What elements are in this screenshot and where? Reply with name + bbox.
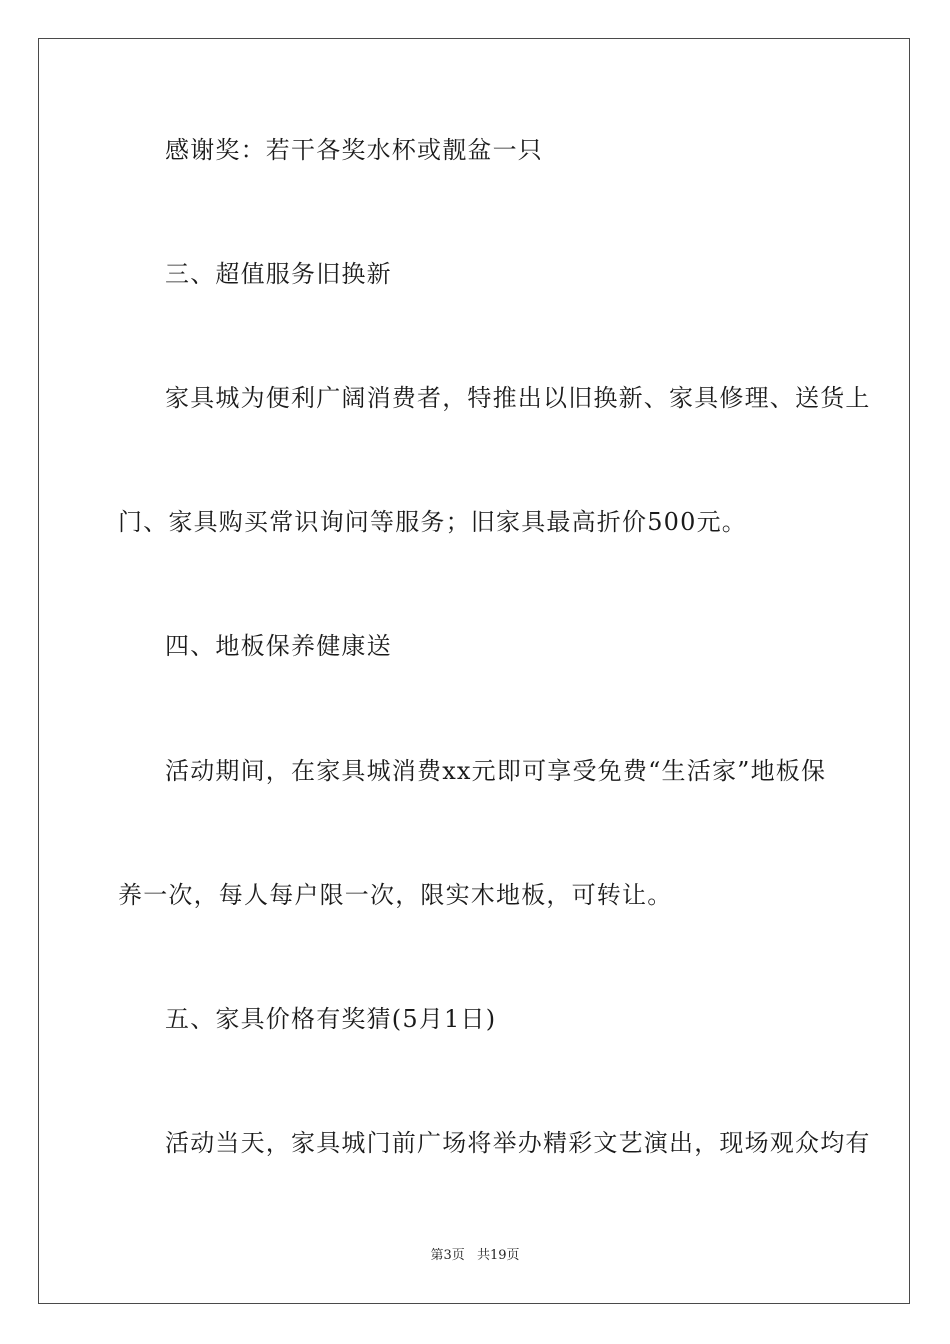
paragraph-line-trade-in-1: 家具城为便利广阔消费者，特推出以旧换新、家具修理、送货上	[165, 384, 871, 412]
page-border	[38, 38, 910, 1304]
section-heading-price-guess: 五、家具价格有奖猜(5月1日)	[165, 1005, 497, 1033]
total-pages: 共19页	[476, 1248, 520, 1263]
paragraph-line-trade-in-2: 门、家具购买常识询问等服务；旧家具最高折价500元。	[118, 508, 748, 536]
page-number: 第3页	[430, 1248, 465, 1263]
paragraph-line-price-guess-1: 活动当天，家具城门前广场将举办精彩文艺演出，现场观众均有	[165, 1129, 871, 1157]
paragraph-line-thanks-award: 感谢奖：若干各奖水杯或靓盆一只	[165, 136, 543, 164]
section-heading-floor-care: 四、地板保养健康送	[165, 632, 392, 660]
section-heading-trade-in: 三、超值服务旧换新	[165, 260, 392, 288]
page-footer	[0, 1246, 950, 1266]
paragraph-line-floor-care-1: 活动期间，在家具城消费xx元即可享受免费“生活家”地板保	[165, 757, 827, 785]
paragraph-line-floor-care-2: 养一次，每人每户限一次，限实木地板，可转让。	[118, 881, 673, 909]
